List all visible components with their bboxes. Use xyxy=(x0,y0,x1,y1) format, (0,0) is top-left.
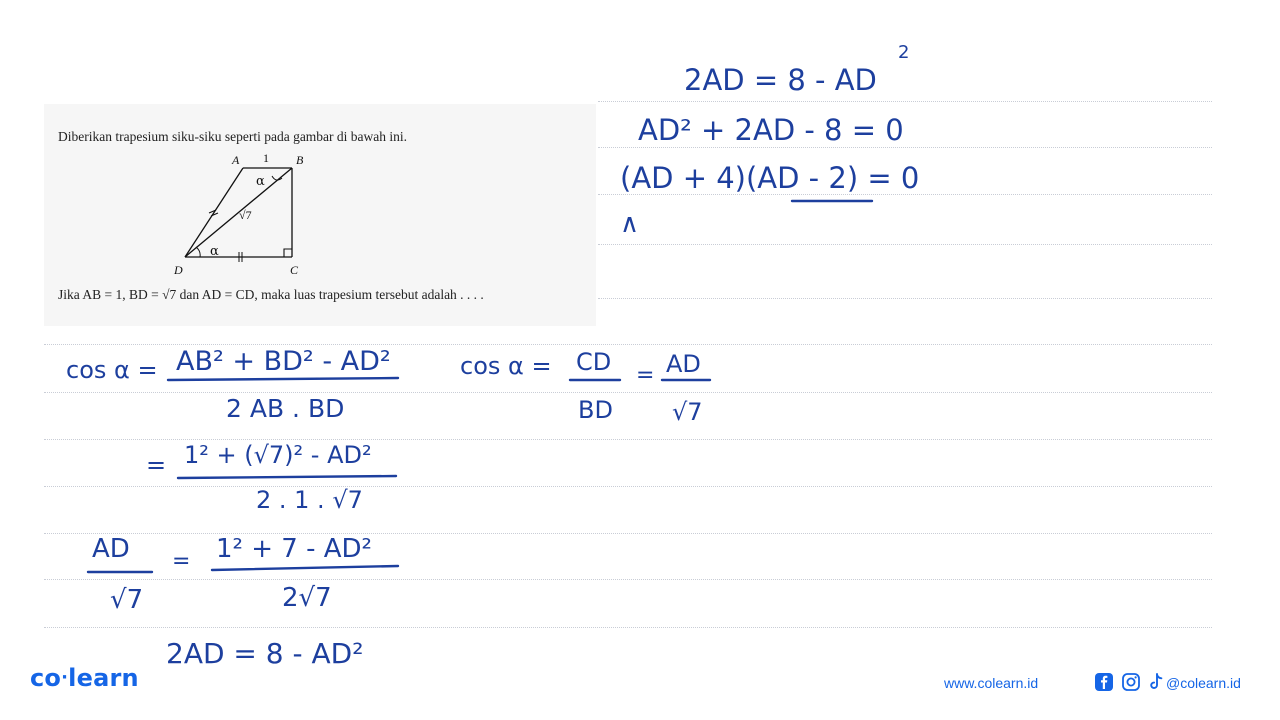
right-line-2: AD² + 2AD - 8 = 0 xyxy=(638,113,904,147)
sub-numerator: 1² + (√7)² - AD² xyxy=(184,441,372,469)
sub-denominator: 2 . 1 . √7 xyxy=(256,486,363,514)
right-line-4: ∧ xyxy=(620,209,640,239)
eq-lhs-numerator: AD xyxy=(92,534,130,564)
cos-rule-denominator: 2 AB . BD xyxy=(226,394,345,423)
ab-length-label: 1 xyxy=(263,151,269,165)
right-line-3: (AD + 4)(AD - 2) = 0 xyxy=(620,161,920,195)
cos-right-num2: AD xyxy=(666,350,701,378)
logo-text-learn: learn xyxy=(68,664,139,692)
alpha-top-mark: α xyxy=(256,174,265,189)
cos-right-num1: CD xyxy=(576,348,612,376)
vertex-c-label: C xyxy=(290,263,299,277)
sub-fraction-bar xyxy=(178,476,396,478)
eq-lhs-denominator: √7 xyxy=(110,585,144,615)
final-line: 2AD = 8 - AD² xyxy=(166,637,364,670)
problem-intro: Diberikan trapesium siku-siku seperti pada gambar di bawah ini. xyxy=(58,129,408,144)
logo-dot: · xyxy=(61,667,69,688)
logo-text-co: co xyxy=(30,664,62,692)
social-handle[interactable]: @colearn.id xyxy=(1166,675,1241,691)
alpha-bottom-mark: α xyxy=(210,244,219,259)
cos-rule-numerator: AB² + BD² - AD² xyxy=(176,346,391,377)
cos-right-eq: = xyxy=(636,363,655,388)
cos-right-den1: BD xyxy=(578,396,613,424)
eq-rhs-denominator: 2√7 xyxy=(282,583,332,613)
vertex-a-label: A xyxy=(232,153,240,167)
problem-question: Jika AB = 1, BD = √7 dan AD = CD, maka luas trapesium tersebut adalah . . . . xyxy=(58,287,484,302)
eq-rhs-fraction-bar xyxy=(212,566,398,570)
cos-right-lhs: cos α = xyxy=(460,352,552,380)
instagram-icon[interactable] xyxy=(1121,672,1141,692)
cos-rule-fraction-bar xyxy=(168,378,398,380)
colearn-logo xyxy=(30,664,139,692)
vertex-d-label: D xyxy=(174,263,183,277)
eq-rhs-numerator: 1² + 7 - AD² xyxy=(216,534,372,564)
website-link[interactable]: www.colearn.id xyxy=(944,675,1039,691)
right-line-1-exponent: 2 xyxy=(898,42,910,63)
tiktok-icon[interactable] xyxy=(1146,672,1166,692)
cos-right-den2: √7 xyxy=(672,398,703,426)
vertex-b-label: B xyxy=(296,153,304,167)
sub-equals: = xyxy=(146,451,167,479)
right-line-1: 2AD = 8 - AD xyxy=(684,63,877,97)
bd-length-label: √7 xyxy=(239,208,252,222)
cos-rule-lhs: cos α = xyxy=(66,356,158,384)
eq-sign: = xyxy=(172,549,191,574)
facebook-icon[interactable] xyxy=(1094,672,1114,692)
